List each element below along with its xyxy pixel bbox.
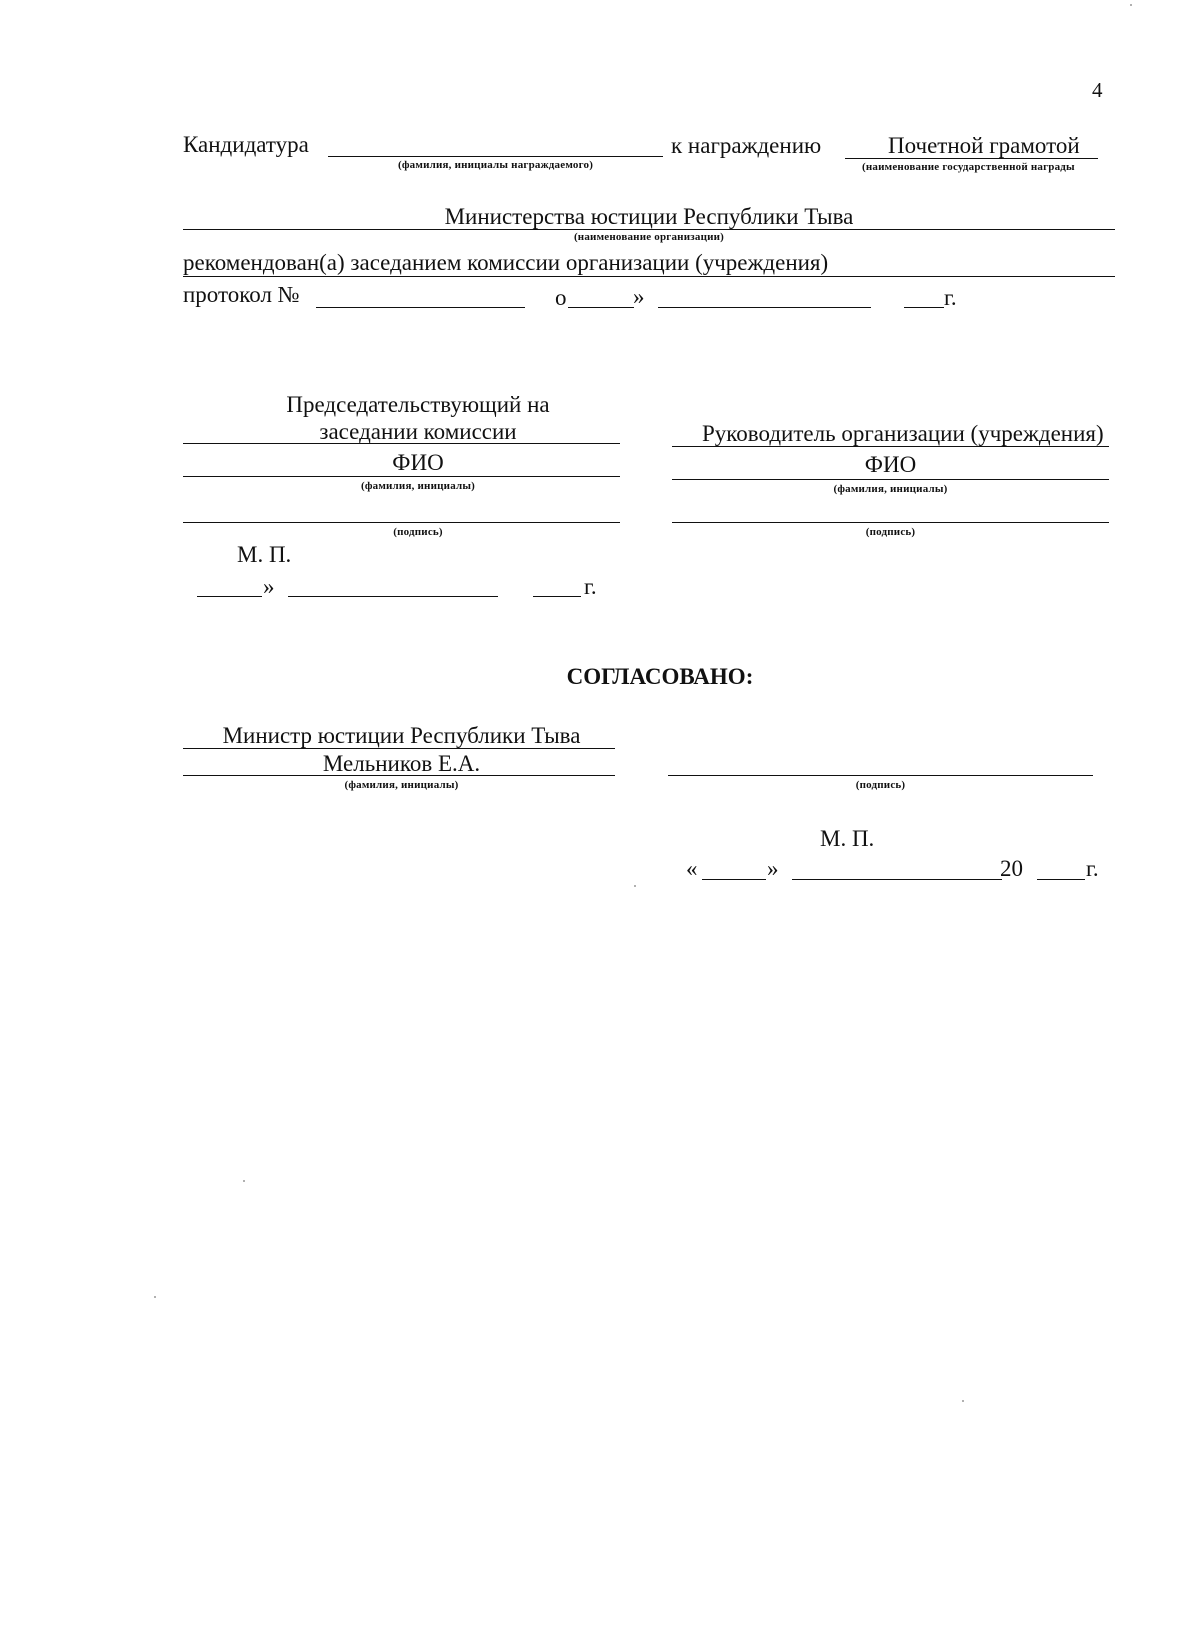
chairman-day-line — [197, 596, 262, 597]
approved-month-line — [792, 879, 1002, 880]
approved-stamp: М. П. — [820, 826, 875, 851]
head-fio-caption: (фамилия, инициалы) — [833, 483, 948, 495]
chairman-signature-caption: (подпись) — [393, 526, 443, 538]
head-signature-caption: (подпись) — [865, 526, 916, 538]
approved-signature-line — [668, 775, 1093, 776]
chairman-title-line1: Председательствующий на — [286, 392, 550, 417]
minister-name-line — [183, 775, 615, 776]
page-number: 4 — [1092, 78, 1103, 102]
approved-quote-close: » — [767, 856, 779, 881]
head-fio: ФИО — [864, 452, 917, 477]
candidate-name-caption: (фамилия, инициалы награждаемого) — [398, 159, 594, 171]
protocol-label: протокол № — [183, 282, 300, 307]
head-title: Руководитель организации (учреждения) — [702, 421, 1104, 446]
head-fio-line — [672, 479, 1109, 480]
protocol-month-line — [658, 307, 871, 308]
protocol-from-label: о — [555, 285, 567, 310]
chairman-title-line — [183, 443, 620, 444]
approved-signature-caption: (подпись) — [855, 779, 906, 791]
award-label: к награждению — [671, 133, 822, 158]
scan-speck — [1130, 4, 1132, 6]
minister-title-line — [183, 748, 615, 749]
chairman-fio-line — [183, 476, 620, 477]
protocol-day-line — [568, 307, 634, 308]
chairman-year-suffix: г. — [584, 574, 597, 599]
head-title-line — [672, 446, 1109, 447]
protocol-year-line — [904, 307, 944, 308]
award-value: Почетной грамотой — [888, 133, 1080, 158]
chairman-fio: ФИО — [392, 450, 444, 475]
recommended-line — [183, 276, 1115, 277]
approved-year-line — [1037, 879, 1085, 880]
minister-name-caption: (фамилия, инициалы) — [344, 779, 459, 791]
protocol-quote-close: » — [633, 284, 645, 309]
candidate-label: Кандидатура — [183, 132, 309, 157]
minister-title: Министр юстиции Республики Тыва — [222, 723, 581, 748]
approved-day-line — [702, 879, 766, 880]
approved-quote-open: « — [686, 856, 698, 881]
chairman-year-line — [533, 596, 581, 597]
scan-speck — [154, 1296, 156, 1298]
organization-name: Министерства юстиции Республики Тыва — [444, 204, 854, 229]
chairman-title-line2: заседании комиссии — [319, 419, 517, 444]
scan-speck — [243, 1180, 245, 1182]
protocol-number-line — [316, 307, 525, 308]
candidate-name-line — [328, 156, 663, 157]
chairman-stamp: М. П. — [237, 542, 292, 567]
chairman-signature-line — [183, 522, 620, 523]
award-line — [845, 158, 1098, 159]
approved-year-prefix: 20 — [1000, 856, 1023, 881]
minister-name: Мельников Е.А. — [322, 751, 481, 776]
chairman-quote-close: » — [263, 574, 275, 599]
approved-heading: СОГЛАСОВАНО: — [566, 664, 754, 689]
chairman-month-line — [288, 596, 498, 597]
approved-year-suffix: г. — [1086, 856, 1099, 881]
recommended-text: рекомендован(а) заседанием комиссии организации (учреждения) — [183, 250, 829, 275]
head-signature-line — [672, 522, 1109, 523]
protocol-year-suffix: г. — [944, 285, 957, 310]
organization-caption: (наименование организации) — [573, 231, 725, 243]
scan-speck — [962, 1400, 964, 1402]
scan-speck — [634, 885, 636, 887]
chairman-fio-caption: (фамилия, инициалы) — [360, 480, 476, 492]
organization-line — [183, 229, 1115, 230]
award-caption: (наименование государственной награды — [862, 162, 1075, 173]
